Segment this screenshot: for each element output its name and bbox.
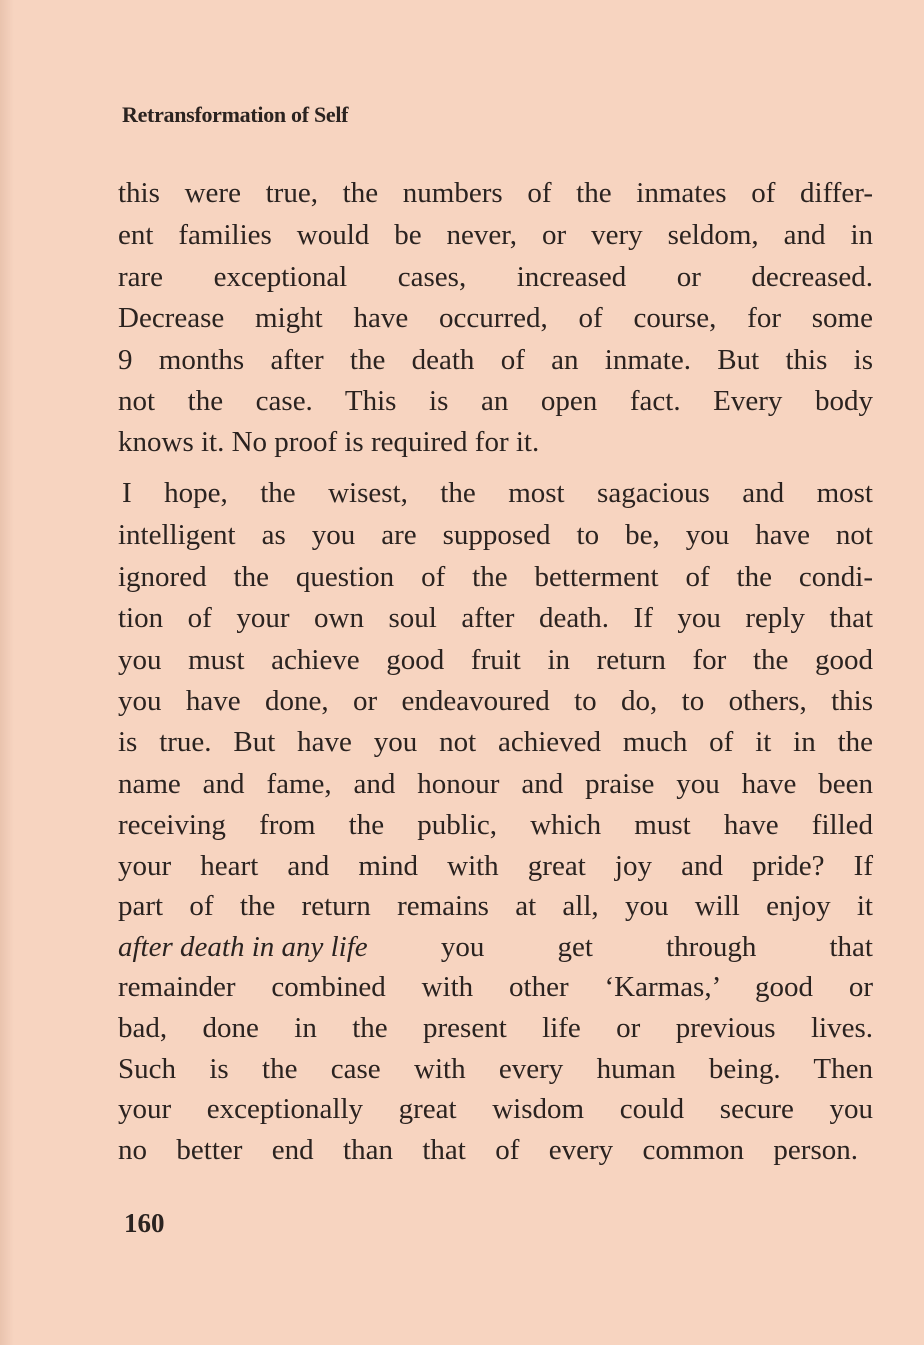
page-edge-shadow [0,0,14,1345]
text-line: tion of your own soul after death. If you reply that [118,602,873,634]
text-line: ent families would be never, or very seldom, and in [118,219,873,251]
page-number: 160 [124,1208,165,1238]
text-line: Such is the case with every human being. Then [118,1053,873,1085]
text-line: receiving from the public, which must have filled [118,809,873,841]
text-line: bad, done in the present life or previous lives. [118,1012,873,1044]
text-line: ignored the question of the betterment of the condi- [118,561,873,593]
text-line-italic [118,930,873,964]
text-line: rare exceptional cases, increased or decreased. [118,261,873,293]
text-line: is true. But have you not achieved much of it in the [118,726,873,758]
text-line: not the case. This is an open fact. Every body [118,385,873,417]
text-line: name and fame, and honour and praise you have been [118,768,873,800]
text-line: you have done, or endeavoured to do, to others, this [118,685,873,717]
text-line: intelligent as you are supposed to be, you have not [118,519,873,551]
text-line: no better end than that of every common person. [118,1134,858,1166]
text-line: part of the return remains at all, you will enjoy it [118,890,873,922]
text-line: knows it. No proof is required for it. [118,426,540,458]
text-line: this were true, the numbers of the inmates of differ- [118,177,873,209]
text-line: you must achieve good fruit in return for the good [118,644,873,676]
text-line-rest: you get through that [367,931,873,963]
text-line: your exceptionally great wisdom could secure you [118,1093,873,1125]
running-header: Retransformation of Self [122,102,349,127]
text-line: I hope, the wisest, the most sagacious and most [122,477,873,509]
text-line: Decrease might have occurred, of course, for some [118,302,873,334]
text-line: 9 months after the death of an inmate. But this is [118,344,873,376]
text-line: remainder combined with other ‘Karmas,’ good or [118,971,873,1003]
italic-phrase: after death in any life [118,931,368,963]
text-line: your heart and mind with great joy and pride? If [118,850,873,882]
